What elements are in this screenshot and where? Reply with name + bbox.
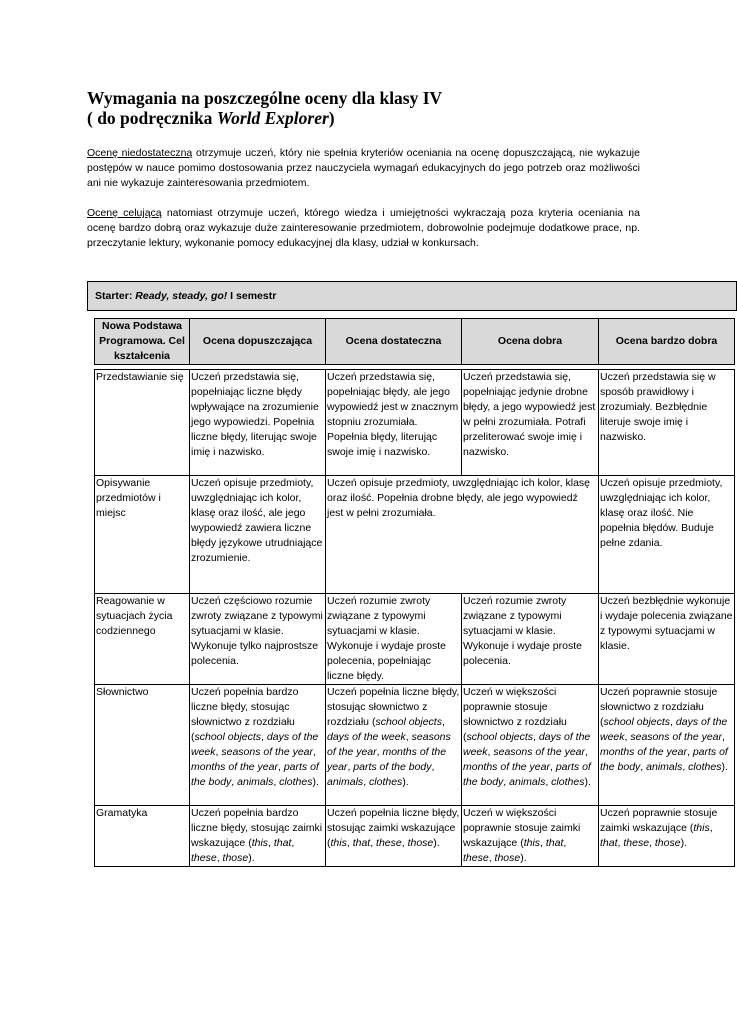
title-book-name: World Explorer	[216, 108, 329, 128]
list-separator: ).	[402, 776, 409, 788]
goal-cell: Przedstawianie się	[95, 370, 190, 476]
list-separator: ).	[312, 776, 319, 788]
list-term: months of the year	[327, 746, 447, 773]
list-term: days of the week	[327, 731, 406, 743]
cell-text: Uczeń w większości poprawnie stosuje słownictwo z rozdziału (	[463, 686, 567, 743]
list-term: that	[273, 837, 292, 849]
list-separator: ).	[584, 776, 591, 788]
list-term: that	[352, 837, 371, 849]
list-separator: ,	[585, 746, 588, 758]
cell-text: Uczeń w większości poprawnie stosuje zaimki wskazujące (	[463, 807, 581, 849]
cell-text: Uczeń poprawnie stosuje słownictwo z rozdziału (	[600, 686, 718, 728]
grade-5-cell: Uczeń przedstawia się w sposób prawidłowy i zrozumiały. Bezbłędnie literuje swoje imię i nazwisko.	[599, 370, 735, 476]
table-row	[95, 476, 735, 594]
header-grade-4: Ocena dobra	[462, 319, 599, 365]
list-separator: ,	[563, 837, 567, 849]
list-term: those	[222, 852, 249, 864]
list-separator: ,	[346, 837, 353, 849]
list-separator: ,	[441, 716, 445, 728]
list-term: these	[623, 837, 650, 849]
list-separator: ,	[261, 731, 267, 743]
term-excellent-grade: Ocenę celującą	[87, 207, 162, 219]
cell-text: Uczeń popełnia liczne błędy, stosując zaimki wskazujące (	[327, 807, 460, 849]
list-separator: ,	[722, 731, 725, 743]
list-separator: ,	[487, 746, 494, 758]
goal-cell: Gramatyka	[95, 806, 190, 867]
cell-text: Uczeń popełnia bardzo liczne błędy, stosując zaimki wskazujące (	[191, 807, 323, 849]
list-term: those	[407, 837, 434, 849]
title-line-1: Wymagania na poszczególne oceny dla klasy IV	[87, 88, 443, 108]
pronoun-list	[331, 837, 440, 849]
grade-2-cell: Uczeń opisuje przedmioty, uwzględniając ich kolor, klasę oraz ilość, ale jego wypowiedź zawiera liczne błędy językowe utrudniające zrozumienie.	[190, 476, 326, 594]
list-term: this	[251, 837, 269, 849]
list-separator: ,	[488, 852, 495, 864]
list-separator: ).	[680, 837, 687, 849]
list-term: animals	[327, 776, 364, 788]
goal-cell: Reagowanie w sytuacjach życia codziennego	[95, 594, 190, 685]
list-separator: ,	[533, 731, 539, 743]
list-term: clothes	[688, 761, 722, 773]
list-separator: ,	[670, 716, 676, 728]
grade-3-4-cell: Uczeń opisuje przedmioty, uwzględniając ich kolor, klasę oraz ilość. Popełnia drobne błędy, ale jego wypowiedź jest w pełni zrozumiała.	[326, 476, 599, 594]
table-row	[95, 685, 735, 806]
header-goal: Nowa Podstawa Programowa. Cel kształcenia	[95, 319, 190, 365]
header-grade-2: Ocena dopuszczająca	[190, 319, 326, 365]
list-separator: ,	[347, 761, 354, 773]
document-title	[87, 88, 442, 128]
grade-4-cell: Uczeń przedstawia się, popełniając jedynie drobne błędy, a jego wypowiedź jest w pełni zrozumiała. Potrafi przeliterować swoje imię i nazwisko.	[462, 370, 599, 476]
list-term: parts of the body	[353, 761, 432, 773]
list-separator: ,	[540, 837, 546, 849]
list-term: school objects	[375, 716, 442, 728]
vocab-list	[600, 716, 728, 773]
grade-2-cell: Uczeń częściowo rozumie zwroty związane z typowymi sytuacjami w klasie. Wykonuje tylko najprostsze polecenia.	[190, 594, 326, 685]
failing-grade-text: otrzymuje uczeń, który nie spełnia kryteriów oceniania na ocenę dopuszczającą, nie wykazuje postępów w nauce pomimo dostosowania przez nauczyciela wymagań edukacyjnych do jego potrzeb oraz możliwości ani nie wykazuje zainteresowania przedmiotem.	[87, 147, 640, 189]
list-term: animals	[509, 776, 546, 788]
list-separator: ,	[363, 776, 370, 788]
vocab-list	[463, 731, 591, 788]
list-separator: ,	[231, 776, 238, 788]
section-header-starter	[87, 281, 737, 311]
grade-3-cell	[326, 685, 462, 806]
list-term: this	[330, 837, 347, 849]
list-separator: ,	[376, 746, 383, 758]
requirements-table-header	[94, 318, 735, 365]
vocab-list	[191, 731, 319, 788]
grade-5-cell: Uczeń opisuje przedmioty, uwzględniając ich kolor, klasę oraz ilość. Nie popełnia błędów. Buduje pełne zdania.	[599, 476, 735, 594]
list-term: clothes	[551, 776, 585, 788]
list-separator: ,	[405, 731, 412, 743]
list-separator: ,	[545, 776, 552, 788]
list-separator: ,	[216, 852, 223, 864]
cell-text: Uczeń popełnia liczne błędy, stosując słownictwo z rozdziału (	[327, 686, 460, 728]
list-term: days of the week	[463, 731, 591, 758]
grade-3-cell: Uczeń przedstawia się, popełniając błędy, ale jego wypowiedź jest w znacznym stopniu zrozumiała. Popełnia błędy, literując swoje imię i nazwisko.	[326, 370, 462, 476]
section-prefix: Starter:	[95, 290, 136, 302]
section-semester: I semestr	[227, 290, 277, 302]
list-term: those	[654, 837, 681, 849]
list-separator: ,	[503, 776, 510, 788]
list-term: parts of the body	[463, 761, 591, 788]
grade-4-cell	[462, 685, 599, 806]
list-separator: ,	[370, 837, 377, 849]
list-separator: ,	[273, 776, 280, 788]
list-term: school objects	[603, 716, 671, 728]
list-term: these	[191, 852, 217, 864]
list-separator: ,	[313, 746, 316, 758]
list-term: that	[545, 837, 564, 849]
list-term: these	[376, 837, 402, 849]
list-term: clothes	[369, 776, 403, 788]
list-term: days of the week	[600, 716, 728, 743]
list-term: parts of the body	[600, 746, 728, 773]
goal-cell: Opisywanie przedmiotów i miejsc	[95, 476, 190, 594]
grade-3-cell	[326, 806, 462, 867]
intro-paragraph-failing-grade	[87, 146, 640, 191]
list-separator: ,	[277, 761, 284, 773]
grade-5-cell	[599, 685, 735, 806]
list-separator: ,	[640, 761, 647, 773]
list-term: seasons of the year	[630, 731, 722, 743]
grade-4-cell	[462, 806, 599, 867]
list-separator: ,	[709, 822, 713, 834]
list-separator: ,	[624, 731, 631, 743]
list-separator: ,	[401, 837, 408, 849]
list-separator: ).	[433, 837, 440, 849]
list-separator: ,	[549, 761, 556, 773]
section-unit-name: Ready, steady, go!	[135, 290, 228, 302]
list-separator: ,	[682, 761, 689, 773]
list-separator: ).	[520, 852, 527, 864]
grade-2-cell: Uczeń przedstawia się, popełniając liczne błędy wpływające na zrozumienie jego wypowiedzi. Popełnia liczne błędy, literując swoje imię i nazwisko.	[190, 370, 326, 476]
grade-5-cell	[599, 806, 735, 867]
list-term: animals	[237, 776, 274, 788]
term-failing-grade: Ocenę niedostateczną	[87, 147, 193, 159]
list-term: those	[494, 852, 521, 864]
title-line-2-prefix: ( do podręcznika	[87, 108, 217, 128]
intro-paragraph-excellent-grade	[87, 206, 640, 251]
list-term: days of the week	[191, 731, 319, 758]
list-separator: ).	[248, 852, 255, 864]
list-separator: ,	[268, 837, 274, 849]
list-separator: ,	[649, 837, 655, 849]
list-separator: ,	[215, 746, 222, 758]
list-term: this	[693, 822, 710, 834]
list-term: school objects	[194, 731, 262, 743]
title-line-2-suffix: )	[328, 108, 335, 128]
list-term: clothes	[279, 776, 313, 788]
grade-3-cell: Uczeń rozumie zwroty związane z typowymi sytuacjami w klasie. Wykonuje i wydaje proste polecenia, popełniając liczne błędy.	[326, 594, 462, 685]
excellent-grade-text: natomiast otrzymuje uczeń, którego wiedza i umiejętności wykraczają poza kryteria oceniania na ocenę bardzo dobrą oraz wykazuje duże zainteresowanie przedmiotem, dobrowolnie podejmuje dodatkowe prace, np. przeczytanie lektury, wykonanie pomocy edukacyjnej dla klasy, udział w konkursach.	[87, 207, 640, 249]
list-term: seasons of the year	[327, 731, 451, 758]
list-separator: ,	[291, 837, 295, 849]
list-term: months of the year	[191, 761, 278, 773]
header-grade-5: Ocena bardzo dobra	[599, 319, 735, 365]
requirements-table	[94, 369, 735, 867]
table-row	[95, 806, 735, 867]
list-term: seasons of the year	[221, 746, 313, 758]
list-term: these	[463, 852, 489, 864]
list-term: school objects	[466, 731, 534, 743]
list-separator: ).	[721, 761, 728, 773]
list-separator: ,	[686, 746, 693, 758]
table-row	[95, 594, 735, 685]
grade-2-cell	[190, 685, 326, 806]
list-term: animals	[646, 761, 683, 773]
list-separator: ,	[617, 837, 624, 849]
list-term: this	[523, 837, 541, 849]
grade-5-cell: Uczeń bezbłędnie wykonuje i wydaje polecenia związane z typowymi sytuacjami w klasie.	[599, 594, 735, 685]
header-grade-3: Ocena dostateczna	[326, 319, 462, 365]
grade-4-cell: Uczeń rozumie zwroty związane z typowymi sytuacjami w klasie. Wykonuje i wydaje proste polecenia.	[462, 594, 599, 685]
cell-text: Uczeń poprawnie stosuje zaimki wskazujące (	[600, 807, 718, 834]
cell-text: Uczeń popełnia bardzo liczne błędy, stosując słownictwo z rozdziału (	[191, 686, 299, 743]
list-separator: ,	[431, 761, 435, 773]
list-term: parts of the body	[191, 761, 319, 788]
table-row	[95, 370, 735, 476]
list-term: seasons of the year	[493, 746, 585, 758]
list-term: months of the year	[463, 761, 550, 773]
grade-2-cell	[190, 806, 326, 867]
goal-cell: Słownictwo	[95, 685, 190, 806]
list-term: that	[600, 837, 618, 849]
list-term: months of the year	[600, 746, 687, 758]
